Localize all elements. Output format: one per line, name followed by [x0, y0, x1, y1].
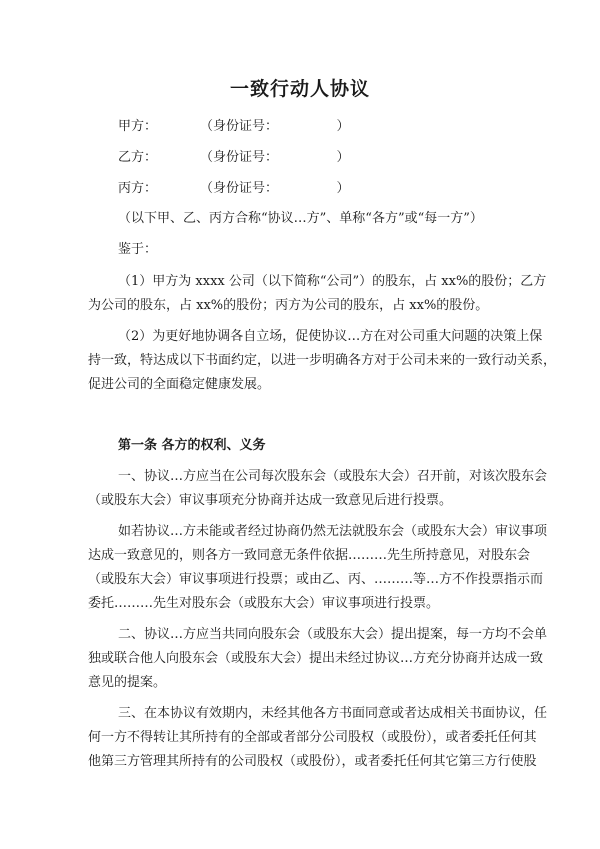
party-a-label: 甲方： [118, 119, 158, 134]
whereas-label: 鉴于： [118, 242, 158, 257]
article1-p1-line1: 一、协议…方应当在公司每次股东会（或股东大会）召开前，对该次股东会 [118, 469, 548, 484]
article1-p1-line2: （或股东大会）审议事项充分协商并达成一致意见后进行投票。 [88, 493, 453, 508]
clause1-line2: 为公司的股东，占 xx%的股份；丙方为公司的股东，占 xx%的股份。 [88, 298, 489, 313]
article1-p3-line1: 二、协议…方应当共同向股东会（或股东大会）提出提案，每一方均不会单 [118, 627, 548, 642]
article1-p2-line3: （或股东大会）审议事项进行投票；或由乙、丙、………等…方不作投票指示而 [88, 572, 544, 587]
page-title: 一致行动人协议 [229, 78, 370, 100]
clause1-line1: （1）甲方为 xxxx 公司（以下简称“公司”）的股东，占 xx%的股份；乙方 [118, 274, 547, 289]
article1-heading: 第一条 各方的权利、义务 [118, 438, 266, 453]
article1-p4-line3: 他第三方管理其所持有的公司股权（或股份），或者委托任何其它第三方行使股 [88, 754, 537, 769]
article1-p2-line1: 如若协议…方未能或者经过协商仍然无法就股东会（或股东大会）审议事项 [118, 524, 548, 539]
party-c-label: 丙方： [118, 181, 158, 196]
clause2-line1: （2）为更好地协调各自立场，促使协议…方在对公司重大问题的决策上保 [118, 329, 543, 344]
party-a-row [118, 118, 350, 136]
article1-p2-line2: 达成一致意见的，则各方一致同意无条件依据………先生所持意见，对股东会 [88, 548, 531, 563]
party-c-row [118, 180, 350, 198]
party-b-label: 乙方： [118, 150, 158, 165]
article1-p3-line2: 独或联合他人向股东会（或股东大会）提出未经过协议…方充分协商并达成一致 [88, 651, 544, 666]
article1-p3-line3: 意见的提案。 [88, 675, 167, 690]
clause2-line2: 持一致，特达成以下书面约定，以进一步明确各方对于公司未来的一致行动关系， [88, 353, 557, 368]
clause2-line3: 促进公司的全面稳定健康发展。 [88, 377, 271, 392]
party-a-id: （身份证号： ） [200, 119, 350, 134]
article1-p2-line4: 委托………先生对股东会（或股东大会）审议事项进行投票。 [88, 596, 440, 611]
parties-note: （以下甲、乙、丙方合称“协议…方”、单称“各方”或“每一方”） [118, 211, 483, 226]
party-b-row [118, 149, 350, 167]
article1-p4-line2: 何一方不得转让其所持有的全部或者部分公司股权（或股份），或者委托任何其 [88, 730, 537, 745]
article1-p4-line1: 三、在本协议有效期内，未经其他各方书面同意或者达成相关书面协议，任 [118, 706, 548, 721]
party-b-id: （身份证号： ） [200, 150, 350, 165]
party-c-id: （身份证号： ） [200, 181, 350, 196]
